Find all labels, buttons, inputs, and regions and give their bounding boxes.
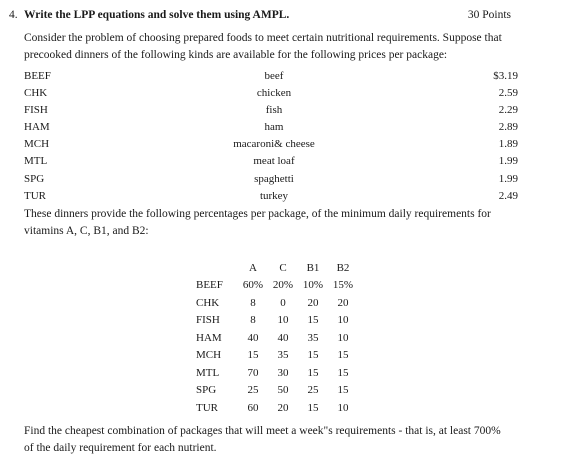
food-price: 1.99 [498,173,518,185]
price-row [24,155,519,172]
food-code: CHK [24,87,48,99]
table-cell: 40 [277,331,289,344]
food-name: spaghetti [254,173,294,185]
food-code: TUR [24,190,46,202]
row-code: TUR [196,401,218,414]
table-row [196,329,358,347]
food-name: fish [265,104,283,116]
food-price: 2.29 [498,104,518,116]
table-cell: 15 [247,349,259,362]
food-name: macaroni& cheese [233,138,315,150]
table-cell: 15 [307,349,319,362]
table-cell: 8 [250,314,256,327]
food-price: 1.99 [498,155,518,167]
table-cell: 15 [307,401,319,414]
table-row [196,399,358,417]
row-code: FISH [196,314,220,327]
column-header: C [279,261,287,274]
food-code: MTL [24,155,48,167]
vitamins-intro-paragraph: These dinners provide the following percentages per package, of the minimum daily requirements for vitamins A, C, B1, and B2: [24,208,491,237]
row-code: HAM [196,331,222,344]
vitamin-table [196,259,358,417]
food-price: 2.89 [498,121,518,133]
table-cell: 20 [337,296,349,309]
price-row [24,87,519,104]
table-cell: 10 [337,331,349,344]
table-row [196,364,358,382]
food-code: BEEF [24,70,51,82]
price-row [24,138,519,155]
table-cell: 20 [307,296,319,309]
row-code: SPG [196,384,217,397]
price-row [24,173,519,190]
column-header: A [249,261,257,274]
table-cell: 50 [277,384,289,397]
table-cell: 10 [337,401,349,414]
food-code: HAM [24,121,50,133]
table-cell: 20% [272,279,294,292]
table-cell: 0 [280,296,286,309]
column-header: B2 [336,261,350,274]
food-code: MCH [24,138,50,150]
question-points: 30 Points [467,9,511,21]
table-row [196,312,358,330]
table-cell: 20 [277,401,289,414]
row-code: MTL [196,366,220,379]
table-row [196,382,358,400]
table-cell: 30 [277,366,289,379]
food-price: 2.59 [498,87,518,99]
table-cell: 40 [247,331,259,344]
table-cell: 15 [307,366,319,379]
table-cell: 60% [242,279,264,292]
intro-paragraph: Consider the problem of choosing prepared foods to meet certain nutritional requirements. Suppose that precooked dinners of the following kinds are available for the following prices per package: [24,32,502,61]
closing-paragraph: Find the cheapest combination of packages that will meet a week"s requirements - that is, at least 700% of the daily requirement for each nutrient. [24,425,501,454]
food-price: 1.89 [498,138,518,150]
food-name: ham [264,121,284,133]
vitamin-table-header [196,259,358,277]
question-title: Write the LPP equations and solve them using AMPL. [24,9,290,21]
table-row [196,294,358,312]
food-price: $3.19 [493,70,518,82]
question-number: 4. [9,9,18,21]
table-cell: 60 [247,401,259,414]
table-cell: 25 [247,384,259,397]
column-header: B1 [306,261,320,274]
table-cell: 25 [307,384,319,397]
table-cell: 15 [337,349,349,362]
food-name: beef [264,70,284,82]
food-price: 2.49 [498,190,518,202]
row-code: MCH [196,349,222,362]
table-cell: 35 [307,331,319,344]
price-row [24,70,519,87]
price-row [24,104,519,121]
table-cell: 10% [302,279,324,292]
food-code: FISH [24,104,48,116]
table-cell: 15 [337,366,349,379]
food-name: chicken [256,87,292,99]
row-code: CHK [196,296,220,309]
table-cell: 35 [277,349,289,362]
food-name: meat loaf [253,155,295,167]
table-cell: 15 [337,384,349,397]
price-row [24,121,519,138]
food-name: turkey [259,190,289,202]
table-cell: 10 [337,314,349,327]
price-row [24,190,519,207]
table-row [196,277,358,295]
table-cell: 10 [277,314,289,327]
table-row [196,347,358,365]
food-code: SPG [24,173,45,185]
table-cell: 15 [307,314,319,327]
table-cell: 15% [332,279,354,292]
table-cell: 70 [247,366,259,379]
row-code: BEEF [196,279,223,292]
table-cell: 8 [250,296,256,309]
